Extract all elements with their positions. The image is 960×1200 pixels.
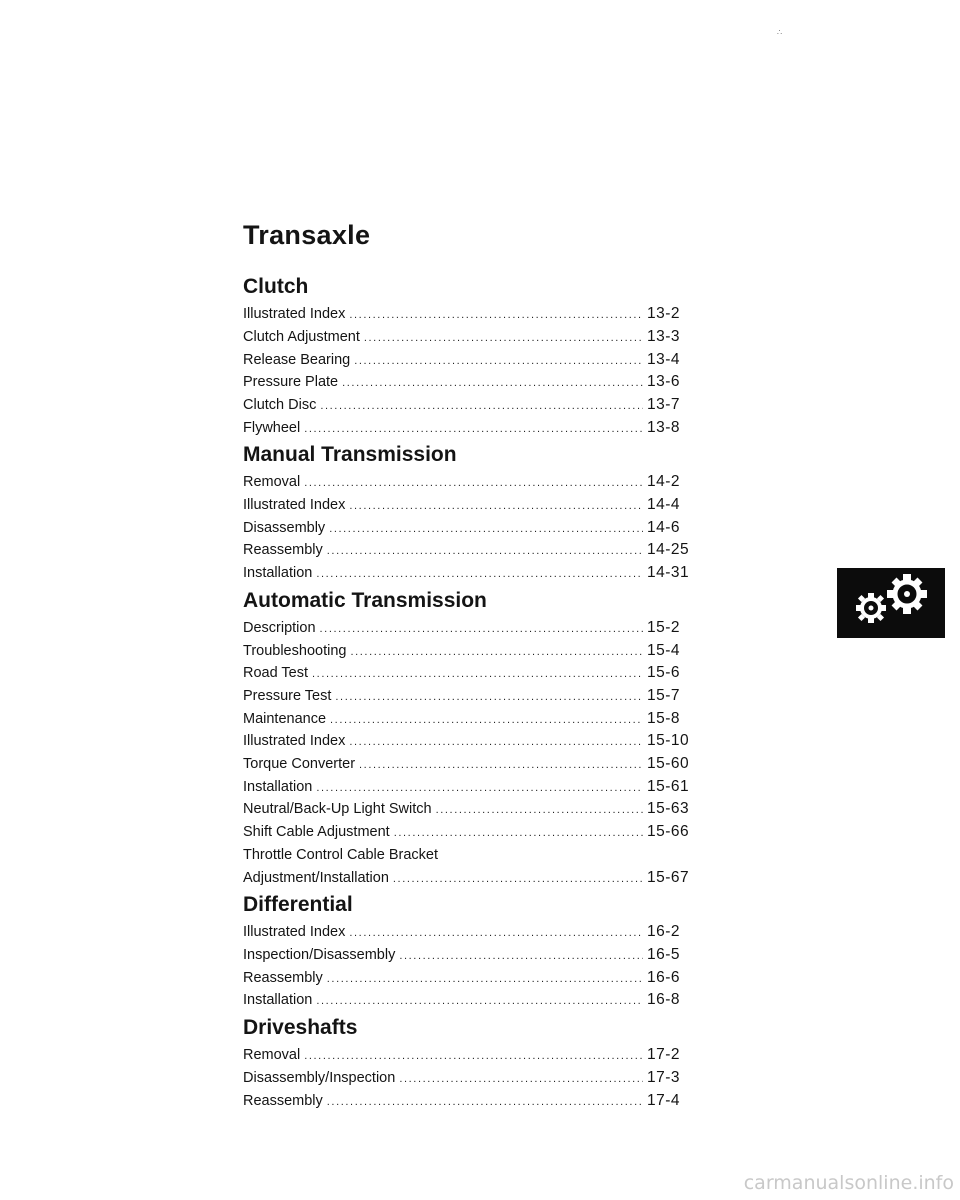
entry-page-number: 15-4 [647, 641, 681, 659]
entry-page-number: 15-7 [647, 687, 681, 705]
entry-page-number: 14-25 [647, 541, 690, 559]
toc-entry [243, 708, 705, 731]
toc-entry [243, 494, 705, 517]
entry-label: Release Bearing [243, 351, 351, 368]
entry-label: Throttle Control Cable Bracket [243, 846, 439, 863]
dot-leader [320, 618, 643, 641]
toc-entry [243, 662, 705, 685]
entry-label: Reassembly [243, 1092, 323, 1109]
entry-label: Clutch Adjustment [243, 328, 360, 345]
dot-leader [329, 518, 643, 541]
toc-entry [243, 921, 705, 944]
dot-leader [394, 822, 643, 845]
entry-label: Torque Converter [243, 756, 356, 773]
entry-label: Installation [243, 778, 313, 795]
entry-label: Pressure Test [243, 688, 332, 705]
entry-label: Road Test [243, 665, 309, 682]
dot-leader [327, 540, 643, 563]
watermark: carmanualsonline.info [743, 1172, 954, 1194]
entry-page-number: 15-60 [647, 755, 690, 773]
entry-label: Troubleshooting [243, 642, 347, 659]
toc-section [243, 275, 705, 439]
dot-leader [342, 372, 643, 395]
toc-entry [243, 517, 705, 540]
dot-leader [316, 990, 643, 1013]
toc-entry [243, 471, 705, 494]
dot-leader [327, 968, 643, 991]
dot-leader [304, 472, 643, 495]
entry-page-number: 15-66 [647, 823, 690, 841]
dot-leader [350, 641, 643, 664]
toc-entry [243, 640, 705, 663]
entry-page-number: 15-2 [647, 618, 681, 636]
entry-page-number: 17-3 [647, 1068, 681, 1086]
toc-entry [243, 967, 705, 990]
entry-page-number: 13-8 [647, 418, 681, 436]
dot-leader [316, 563, 643, 586]
entry-label: Adjustment/Installation [243, 869, 389, 886]
entry-page-number: 13-3 [647, 327, 681, 345]
toc-entry [243, 798, 705, 821]
entry-label: Shift Cable Adjustment [243, 824, 390, 841]
entry-page-number: 16-8 [647, 991, 681, 1009]
toc-sections [243, 275, 705, 1112]
section-tab [837, 568, 945, 638]
dot-leader [304, 418, 643, 441]
toc-section [243, 1016, 705, 1112]
entry-label: Illustrated Index [243, 497, 346, 514]
entry-label: Pressure Plate [243, 374, 339, 391]
dot-leader [312, 663, 643, 686]
dot-leader [316, 777, 643, 800]
toc-entry [243, 326, 705, 349]
entry-label: Illustrated Index [243, 306, 346, 323]
page-title: Transaxle [243, 220, 371, 250]
section-title: Driveshafts [243, 1016, 358, 1040]
entry-label: Reassembly [243, 542, 323, 559]
entry-page-number: 14-4 [647, 496, 681, 514]
toc-entry [243, 371, 705, 394]
entry-page-number: 15-61 [647, 777, 690, 795]
table-of-contents [243, 222, 705, 1116]
toc-entry [243, 562, 705, 585]
section-title: Differential [243, 893, 353, 917]
toc-entry [243, 730, 705, 753]
dot-leader [327, 1091, 643, 1114]
toc-section [243, 589, 705, 889]
entry-page-number: 17-4 [647, 1091, 681, 1109]
entry-page-number: 15-8 [647, 709, 681, 727]
entry-label: Disassembly [243, 519, 326, 536]
dot-leader [335, 686, 643, 709]
toc-entry [243, 1044, 705, 1067]
entry-label: Description [243, 619, 316, 636]
dot-leader [354, 350, 643, 373]
toc-section [243, 893, 705, 1012]
dot-leader [399, 945, 643, 968]
entry-label: Inspection/Disassembly [243, 947, 396, 964]
entry-page-number: 13-6 [647, 373, 681, 391]
section-title: Automatic Transmission [243, 588, 487, 612]
entry-page-number: 15-10 [647, 732, 690, 750]
entry-label: Installation [243, 565, 313, 582]
entry-page-number: 15-63 [647, 800, 690, 818]
toc-entry [243, 867, 705, 890]
entry-label: Maintenance [243, 710, 327, 727]
dot-leader [349, 495, 643, 518]
entry-page-number: 14-31 [647, 564, 690, 582]
dot-leader [349, 304, 643, 327]
toc-entry [243, 1067, 705, 1090]
toc-entry [243, 617, 705, 640]
entry-label: Illustrated Index [243, 924, 346, 941]
entry-page-number: 13-7 [647, 395, 681, 413]
entry-page-number: 15-67 [647, 868, 690, 886]
entry-label: Installation [243, 992, 313, 1009]
toc-section [243, 443, 705, 585]
entry-page-number: 13-4 [647, 350, 681, 368]
entry-page-number: 16-5 [647, 946, 681, 964]
entry-page-number: 15-6 [647, 664, 681, 682]
entry-label: Illustrated Index [243, 733, 346, 750]
toc-entry [243, 394, 705, 417]
entry-label: Removal [243, 1047, 301, 1064]
toc-entry [243, 844, 705, 867]
entry-label: Neutral/Back-Up Light Switch [243, 801, 432, 818]
entry-label: Removal [243, 474, 301, 491]
toc-entry [243, 944, 705, 967]
entry-page-number: 16-6 [647, 968, 681, 986]
entry-label: Disassembly/Inspection [243, 1069, 396, 1086]
scan-speck: ∴ [777, 28, 783, 37]
entry-label: Flywheel [243, 419, 301, 436]
dot-leader [436, 799, 643, 822]
entry-page-number: 14-2 [647, 473, 681, 491]
section-title: Clutch [243, 275, 309, 298]
toc-entry [243, 539, 705, 562]
dot-leader [359, 754, 643, 777]
entry-page-number: 13-2 [647, 305, 681, 323]
toc-entry [243, 685, 705, 708]
dot-leader [364, 327, 643, 350]
entry-label: Reassembly [243, 969, 323, 986]
dot-leader [320, 395, 643, 418]
toc-entry [243, 417, 705, 440]
entry-page-number: 16-2 [647, 923, 681, 941]
dot-leader [330, 709, 643, 732]
dot-leader [349, 922, 643, 945]
dot-leader [349, 731, 643, 754]
toc-entry [243, 753, 705, 776]
toc-entry [243, 821, 705, 844]
section-title: Manual Transmission [243, 443, 457, 467]
toc-entry [243, 303, 705, 326]
toc-entry [243, 349, 705, 372]
entry-label: Clutch Disc [243, 396, 317, 413]
dot-leader [393, 868, 643, 891]
dot-leader [304, 1045, 643, 1068]
dot-leader [399, 1068, 643, 1091]
entry-page-number: 14-6 [647, 518, 681, 536]
toc-entry [243, 776, 705, 799]
toc-entry [243, 989, 705, 1012]
entry-page-number: 17-2 [647, 1046, 681, 1064]
toc-entry [243, 1090, 705, 1113]
gears-icon [837, 568, 945, 638]
